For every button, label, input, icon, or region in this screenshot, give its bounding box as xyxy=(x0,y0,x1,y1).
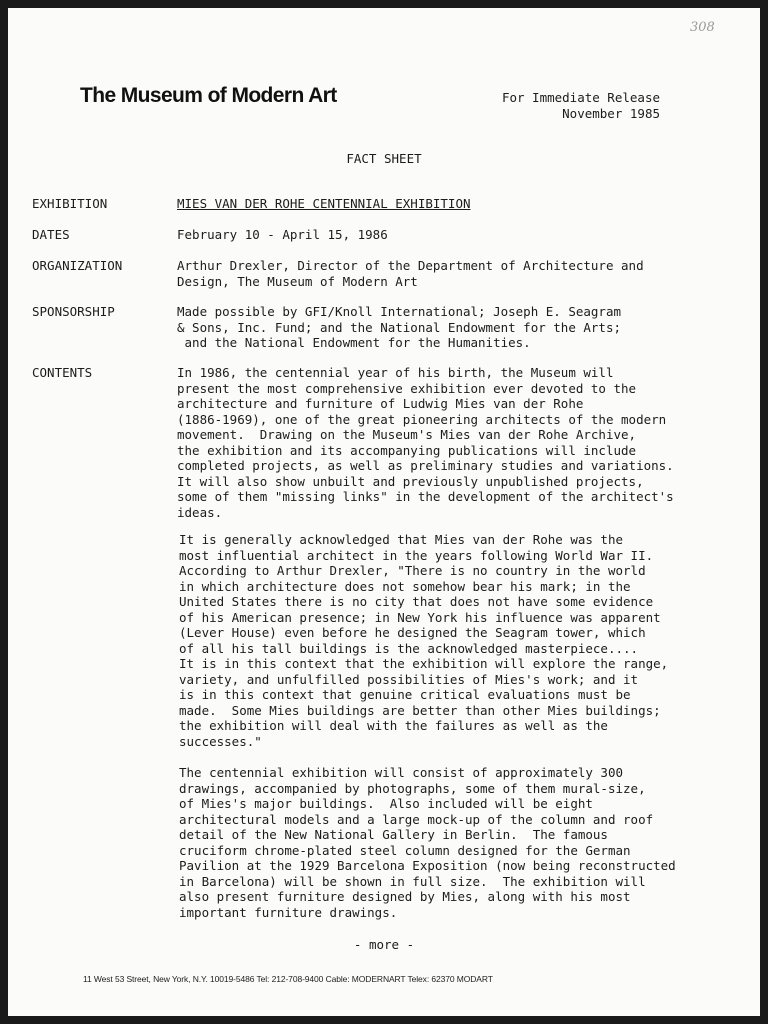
address-footer: 11 West 53 Street, New York, N.Y. 10019-5486 Tel: 212-708-9400 Cable: MODERNART Telex: 62370 MODART xyxy=(83,974,493,984)
text-line: architecture and furniture of Ludwig Mies van der Rohe xyxy=(177,396,584,411)
contents-paragraph-1 xyxy=(177,365,737,520)
text-line: completed projects, as well as preliminary studies and variations. xyxy=(177,458,674,473)
text-line: It will also show unbuilt and previously unpublished projects, xyxy=(177,473,644,489)
text-line: The centennial exhibition will consist of approximately 300 xyxy=(179,765,624,780)
text-line: Arthur Drexler, Director of the Department of Architecture and xyxy=(177,258,644,273)
contents-paragraph-3 xyxy=(179,765,739,920)
text-line: in Barcelona) will be shown in full size. The exhibition will xyxy=(179,873,646,889)
text-line: According to Arthur Drexler, "There is no country in the world xyxy=(179,563,646,578)
text-line: It is in this context that the exhibition will explore the range, xyxy=(179,656,669,671)
text-line: drawings, accompanied by photographs, some of them mural-size, xyxy=(179,780,646,796)
text-line: cruciform chrome-plated steel column designed for the German xyxy=(179,842,631,858)
release-line-1: For Immediate Release xyxy=(501,90,660,105)
text-line: and the National Endowment for the Humanities. xyxy=(177,335,531,350)
text-line: It is generally acknowledged that Mies van der Rohe was the xyxy=(179,532,624,547)
page-title: FACT SHEET xyxy=(346,151,422,166)
text-line: most influential architect in the years following World War II. xyxy=(179,547,654,563)
text-line: successes." xyxy=(179,733,262,749)
text-line: of all his tall buildings is the acknowledged masterpiece.... xyxy=(179,640,639,656)
text-line: important furniture drawings. xyxy=(179,904,398,920)
exhibition-value xyxy=(177,196,737,212)
text-line: variety, and unfulfilled possibilities of Mies's work; and it xyxy=(179,671,639,687)
text-line: United States there is no city that does not have some evidence xyxy=(179,594,654,609)
text-line: of his American presence; in New York his influence was apparent xyxy=(179,609,661,625)
organization-value xyxy=(177,258,737,289)
text-line: ideas. xyxy=(177,504,223,520)
document-page xyxy=(8,8,760,1016)
text-line: architectural models and a large mock-up of the column and roof xyxy=(179,811,654,827)
museum-logo: The Museum of Modern Art xyxy=(80,84,337,107)
text-line: In 1986, the centennial year of his birth, the Museum will xyxy=(177,365,614,380)
text-line: Design, The Museum of Modern Art xyxy=(177,273,418,289)
sponsorship-value xyxy=(177,304,737,351)
text-line: some of them "missing links" in the development of the architect's xyxy=(177,489,674,504)
dates-value: February 10 - April 15, 1986 xyxy=(177,227,388,242)
handwritten-page-number: 308 xyxy=(690,20,715,35)
text-line: present the most comprehensive exhibition ever devoted to the xyxy=(177,380,637,396)
text-line: also present furniture designed by Mies, along with his most xyxy=(179,889,631,904)
text-line: (1886-1969), one of the great pioneering architects of the modern xyxy=(177,411,667,427)
contents-label: CONTENTS xyxy=(32,365,93,380)
sponsorship-label: SPONSORSHIP xyxy=(32,304,115,319)
text-line: Pavilion at the 1929 Barcelona Exposition (now being reconstructed xyxy=(179,858,676,873)
exhibition-title: MIES VAN DER ROHE CENTENNIAL EXHIBITION xyxy=(177,196,471,211)
text-line: & Sons, Inc. Fund; and the National Endowment for the Arts; xyxy=(177,319,622,335)
text-line: of Mies's major buildings. Also included will be eight xyxy=(179,796,593,811)
text-line: made. Some Mies buildings are better than other Mies buildings; xyxy=(179,702,661,718)
text-line: in which architecture does not somehow bear his mark; in the xyxy=(179,578,631,594)
text-line: the exhibition will deal with the failures as well as the xyxy=(179,718,608,733)
text-line: is in this context that genuine critical evaluations must be xyxy=(179,687,631,702)
organization-label: ORGANIZATION xyxy=(32,258,123,273)
dates-label: DATES xyxy=(32,227,70,242)
text-line: detail of the New National Gallery in Berlin. The famous xyxy=(179,827,608,842)
more-indicator: - more - xyxy=(353,937,415,952)
text-line: movement. Drawing on the Museum's Mies van der Rohe Archive, xyxy=(177,427,637,442)
exhibition-label: EXHIBITION xyxy=(32,196,108,211)
text-line: Made possible by GFI/Knoll International; Joseph E. Seagram xyxy=(177,304,622,319)
contents-paragraph-2 xyxy=(179,532,739,749)
text-line: (Lever House) even before he designed the Seagram tower, which xyxy=(179,625,646,640)
release-info xyxy=(502,90,660,122)
release-date: November 1985 xyxy=(562,106,660,121)
text-line: the exhibition and its accompanying publications will include xyxy=(177,442,637,458)
